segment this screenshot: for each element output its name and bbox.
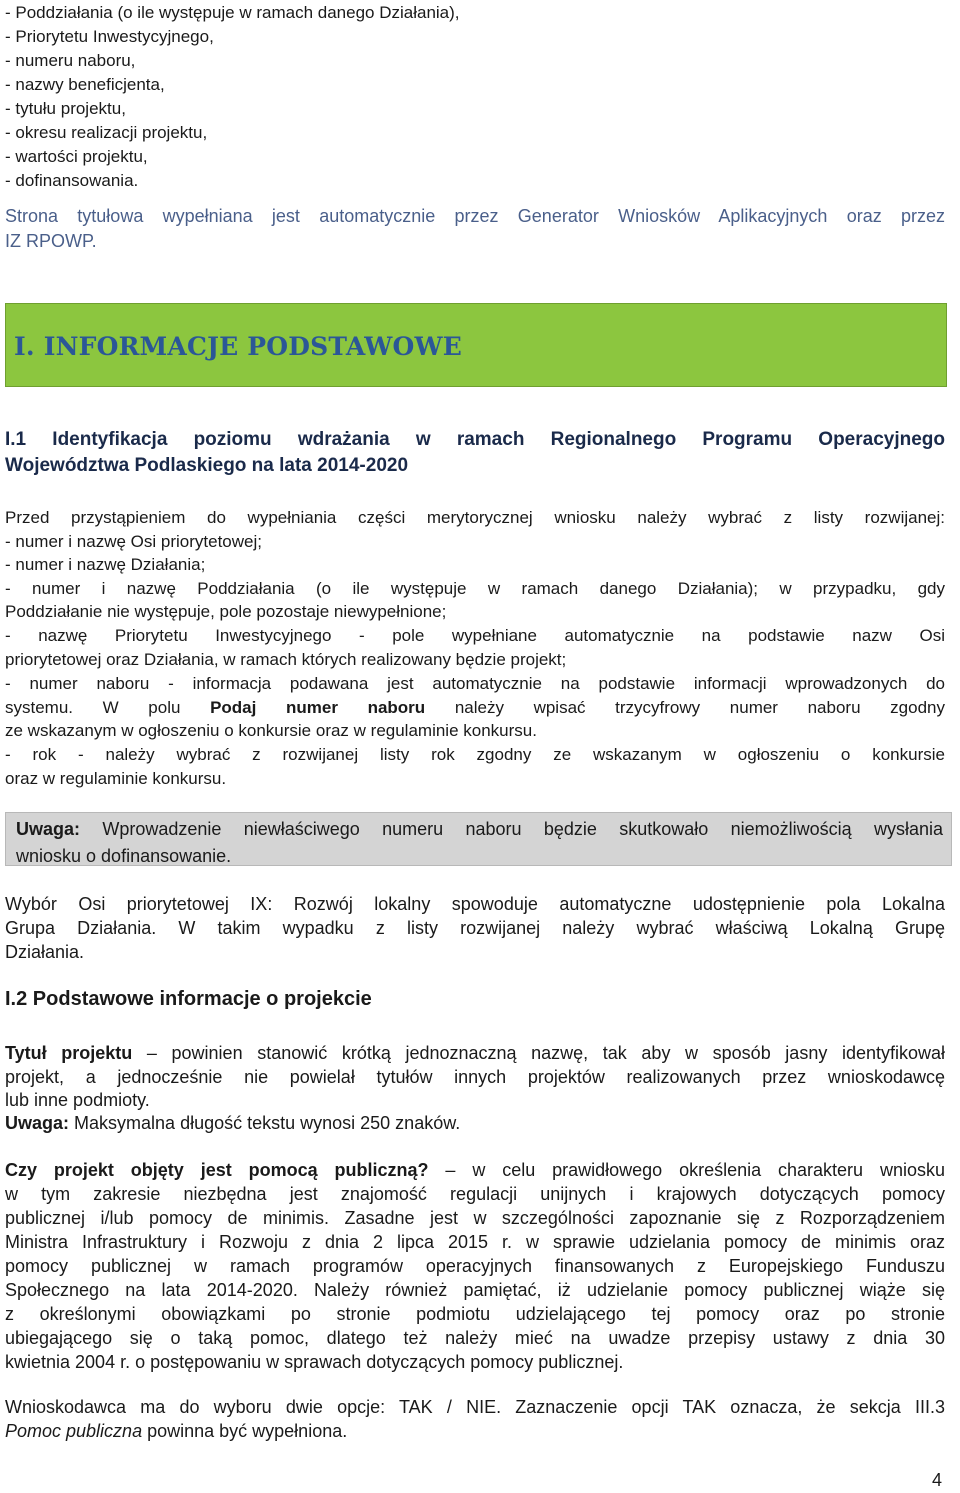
section-banner	[5, 303, 947, 387]
paragraph-line-mixed	[5, 696, 945, 719]
paragraph-line: lub inne podmioty.	[5, 1090, 150, 1110]
paragraph-line: publicznej i/lub pomocy de minimis. Zasadne jest w szczególności zapoznanie się z Rozporządzeniem	[5, 1208, 945, 1228]
paragraph-line: Poddziałanie nie występuje, pole pozostaje niewypełnione;	[5, 602, 447, 621]
intro-list-item: - dofinansowania.	[5, 171, 139, 190]
paragraph-line: - numer i nazwę Działania;	[5, 555, 206, 574]
warning-text: Wprowadzenie niewłaściwego numeru naboru będzie skutkowało niemożliwością wysłania	[102, 819, 943, 839]
title-page-note-cont: IZ RPOWP.	[5, 231, 97, 251]
paragraph-line: Działania.	[5, 942, 85, 962]
paragraph-line: Społecznego na lata 2014-2020. Należy również pamiętać, iż udzielanie pomocy publicznej wiąże się	[5, 1280, 945, 1300]
field-label-bold: Czy projekt objęty jest pomocą publiczną?	[5, 1160, 429, 1180]
paragraph-line: w tym zakresie niezbędna jest znajomość regulacji unijnych i krajowych dotyczących pomocy	[5, 1184, 945, 1204]
field-name-bold: Podaj numer naboru	[210, 698, 426, 717]
intro-list-item: - Priorytetu Inwestycyjnego,	[5, 27, 214, 46]
paragraph-line: Wybór Osi priorytetowej IX: Rozwój lokalny spowoduje automatyczne udostępnienie pola Lokalna	[5, 894, 945, 914]
warning-line	[16, 818, 943, 841]
paragraph-line: Ministra Infrastruktury i Rozwoju z dnia 2 lipca 2015 r. w sprawie udzielania pomocy de minimis oraz	[5, 1232, 945, 1252]
field-label-bold: Tytuł projektu	[5, 1043, 133, 1063]
section-name-italic: Pomoc publiczna	[5, 1421, 143, 1441]
section-heading-1-2: I.2 Podstawowe informacje o projekcie	[5, 988, 372, 1010]
intro-list-item: - Poddziałania (o ile występuje w ramach danego Działania),	[5, 3, 460, 22]
text-run: – powinien stanowić krótką jednoznaczną nazwę, tak aby w sposób jasny identyfikował	[146, 1043, 945, 1063]
intro-list-item: - nazwy beneficjenta,	[5, 75, 165, 94]
paragraph-line: - numer naboru - informacja podawana jest automatycznie na podstawie informacji wprowadzonych do	[5, 674, 945, 693]
paragraph-line: ze wskazanym w ogłoszeniu o konkursie oraz w regulaminie konkursu.	[5, 721, 537, 740]
intro-list-item: - numeru naboru,	[5, 51, 136, 70]
title-page-note: Strona tytułowa wypełniana jest automatycznie przez Generator Wniosków Aplikacyjnych oraz przez	[5, 206, 945, 226]
paragraph-line: projekt, a jednocześnie nie powielał tytułów innych projektów realizowanych przez wnioskodawcę	[5, 1067, 945, 1087]
warning-label: Uwaga:	[16, 819, 81, 839]
page-number: 4	[932, 1470, 943, 1490]
section-heading-1-1: I.1 Identyfikacja poziomu wdrażania w ramach Regionalnego Programu Operacyjnego	[5, 429, 945, 450]
paragraph-line: z określonymi obowiązkami po stronie podmiotu udzielającego tej pomocy oraz po stronie	[5, 1304, 945, 1324]
warning-line-cont: wniosku o dofinansowanie.	[16, 846, 232, 866]
section-heading-1-1-cont: Województwa Podlaskiego na lata 2014-2020	[5, 455, 409, 476]
paragraph-line: kwietnia 2004 r. o postępowaniu w sprawach dotyczących pomocy publicznej.	[5, 1352, 624, 1372]
text-run: – w celu prawidłowego określenia charakteru wniosku	[445, 1160, 945, 1180]
paragraph-line-mixed	[5, 1420, 347, 1443]
paragraph-line: oraz w regulaminie konkursu.	[5, 769, 227, 788]
text-run: należy wpisać trzycyfrowy numer naboru zgodny	[454, 698, 945, 717]
intro-list-item: - tytułu projektu,	[5, 99, 126, 118]
paragraph-line: ubiegającego się o taką pomoc, dlatego też należy mieć na uwadze przepisy ustawy z dnia 30	[5, 1328, 945, 1348]
text-run: systemu. W polu	[5, 698, 181, 717]
text-run: Maksymalna długość tekstu wynosi 250 znaków.	[74, 1113, 461, 1133]
paragraph-line: pomocy publicznej w ramach programów operacyjnych finansowanych z Europejskiego Funduszu	[5, 1256, 945, 1276]
paragraph-line: priorytetowej oraz Działania, w ramach których realizowany będzie projekt;	[5, 650, 567, 669]
text-run: powinna być wypełniona.	[147, 1421, 348, 1441]
paragraph-line: - numer i nazwę Osi priorytetowej;	[5, 532, 262, 551]
paragraph-line: - numer i nazwę Poddziałania (o ile występuje w ramach danego Działania); w przypadku, gdy	[5, 579, 945, 598]
paragraph-line-mixed	[5, 1042, 945, 1065]
paragraph-line: Grupa Działania. W takim wypadku z listy rozwijanej należy wybrać właściwą Lokalną Grupę	[5, 918, 945, 938]
paragraph-line-mixed	[5, 1112, 460, 1135]
section-banner-title: I. INFORMACJE PODSTAWOWE	[14, 332, 462, 361]
note-label-bold: Uwaga:	[5, 1113, 70, 1133]
paragraph-line: Wnioskodawca ma do wyboru dwie opcje: TAK / NIE. Zaznaczenie opcji TAK oznacza, że sekcja III.3	[5, 1397, 945, 1417]
paragraph-line-mixed	[5, 1159, 945, 1182]
intro-list-item: - okresu realizacji projektu,	[5, 123, 208, 142]
paragraph-line: Przed przystąpieniem do wypełniania części merytorycznej wniosku należy wybrać z listy rozwijanej:	[5, 508, 945, 527]
warning-box	[5, 812, 952, 866]
intro-list-item: - wartości projektu,	[5, 147, 148, 166]
paragraph-line: - rok - należy wybrać z rozwijanej listy rok zgodny ze wskazanym w ogłoszeniu o konkursie	[5, 745, 945, 764]
paragraph-line: - nazwę Priorytetu Inwestycyjnego - pole wypełniane automatycznie na podstawie nazw Osi	[5, 626, 945, 645]
